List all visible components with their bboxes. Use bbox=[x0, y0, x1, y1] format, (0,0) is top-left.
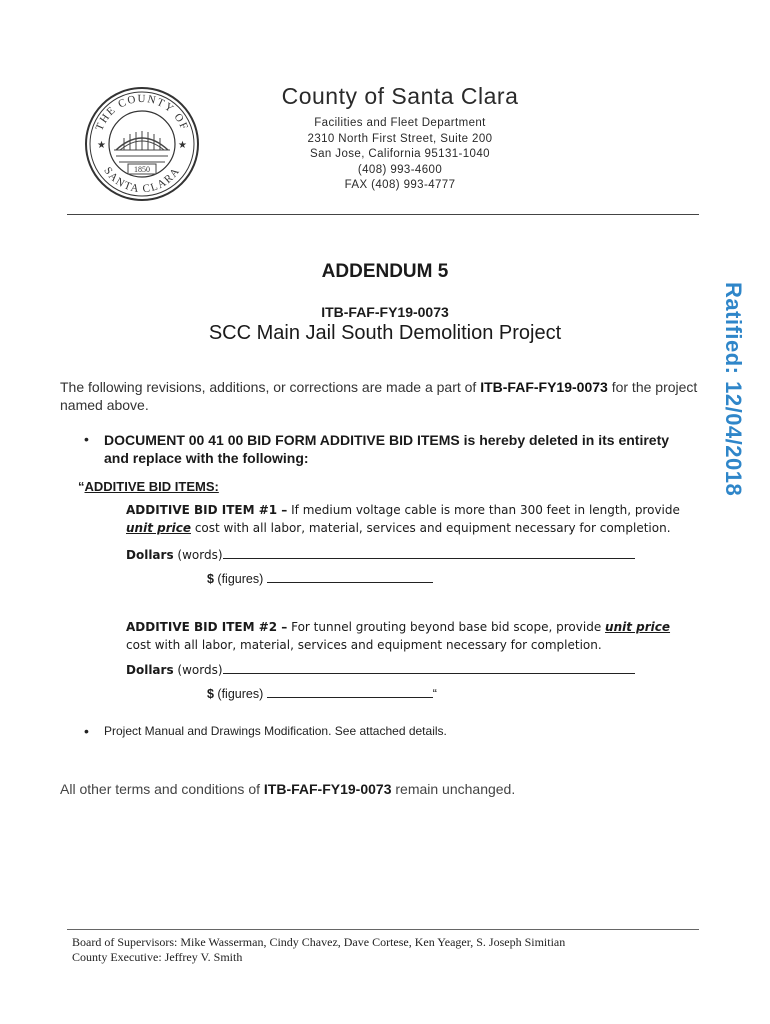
item-2-figures bbox=[207, 685, 437, 701]
item-2-dollar-sign: $ bbox=[207, 687, 214, 701]
item-2-label: ADDITIVE BID ITEM #2 – bbox=[126, 620, 288, 634]
item-1-figures bbox=[207, 570, 433, 586]
closing-text-post: remain unchanged. bbox=[391, 781, 516, 797]
item-1-words-label: (words) bbox=[173, 548, 223, 562]
address-line-1: 2310 North First Street, Suite 200 bbox=[307, 132, 493, 145]
open-quote: “ bbox=[78, 479, 85, 494]
item-1-figures-label: (figures) bbox=[213, 572, 267, 586]
ratified-stamp-text: Ratified: 12/04/2018 bbox=[721, 282, 746, 497]
additive-bid-items-heading bbox=[78, 479, 219, 494]
item-2-words-blank[interactable] bbox=[223, 661, 635, 674]
phone-number: (408) 993-4600 bbox=[357, 163, 443, 176]
item-1-label: ADDITIVE BID ITEM #1 – bbox=[126, 503, 288, 517]
department-name: Facilities and Fleet Department bbox=[314, 117, 486, 129]
item-2-text-b: cost with all labor, material, services and equipment necessary for completion. bbox=[126, 637, 602, 652]
footer bbox=[72, 935, 565, 965]
closing-paragraph bbox=[60, 781, 515, 797]
svg-text:★: ★ bbox=[178, 140, 187, 151]
intro-paragraph bbox=[60, 378, 700, 414]
item-2-text-a: For tunnel grouting beyond base bid scope, provide bbox=[287, 620, 606, 634]
svg-text:THE COUNTY OF: THE COUNTY OF bbox=[93, 92, 191, 133]
additive-bid-item-1 bbox=[126, 502, 696, 537]
item-1-unit-price: unit price bbox=[126, 520, 191, 535]
item-1-text-a: If medium voltage cable is more than 300 feet in length, provide bbox=[287, 503, 680, 517]
ratified-stamp bbox=[722, 282, 746, 498]
project-name: SCC Main Jail South Demolition Project bbox=[208, 322, 562, 344]
svg-text:1850: 1850 bbox=[134, 165, 150, 174]
closing-text-pre: All other terms and conditions of bbox=[60, 781, 264, 797]
item-2-figures-blank[interactable] bbox=[267, 685, 433, 698]
item-2-dollars-words bbox=[126, 661, 635, 677]
item-2-dollars-label: Dollars bbox=[126, 663, 174, 677]
board-of-supervisors: Board of Supervisors: Mike Wasserman, Cindy Chavez, Dave Cortese, Ken Yeager, S. Joseph Simitian bbox=[72, 935, 566, 949]
header-divider bbox=[67, 214, 699, 215]
intro-text-post: for the project named above. bbox=[60, 379, 698, 413]
fax-number: FAX (408) 993-4777 bbox=[344, 179, 456, 191]
close-quote: “ bbox=[432, 687, 437, 701]
bullet-2-text: Project Manual and Drawings Modification. See attached details. bbox=[104, 724, 447, 738]
letterhead bbox=[210, 82, 590, 194]
item-1-dollar-sign: $ bbox=[207, 572, 214, 586]
item-1-dollars-label: Dollars bbox=[126, 548, 174, 562]
additive-heading-text: ADDITIVE BID ITEMS: bbox=[84, 479, 219, 494]
svg-text:SANTA CLARA: SANTA CLARA bbox=[101, 164, 183, 196]
item-1-dollars-words bbox=[126, 546, 635, 562]
bullet-2-marker: • bbox=[84, 723, 89, 739]
item-2-unit-price: unit price bbox=[605, 620, 671, 634]
intro-itb-number: ITB-FAF-FY19-0073 bbox=[480, 379, 608, 395]
intro-text-pre: The following revisions, additions, or corrections are made a part of bbox=[60, 379, 481, 395]
closing-itb-number: ITB-FAF-FY19-0073 bbox=[263, 781, 392, 797]
footer-divider bbox=[67, 929, 699, 930]
bullet-1-marker: • bbox=[84, 431, 89, 447]
county-title: County of Santa Clara bbox=[281, 83, 519, 109]
addendum-title: ADDENDUM 5 bbox=[321, 261, 449, 282]
address-line-2: San Jose, California 95131-1040 bbox=[310, 148, 490, 160]
bullet-1-text: DOCUMENT 00 41 00 BID FORM ADDITIVE BID ITEMS is hereby deleted in its entirety and replace with the following: bbox=[104, 432, 670, 466]
itb-number: ITB-FAF-FY19-0073 bbox=[321, 304, 449, 320]
item-1-figures-blank[interactable] bbox=[267, 570, 433, 583]
county-executive: County Executive: Jeffrey V. Smith bbox=[72, 950, 243, 964]
item-1-words-blank[interactable] bbox=[223, 546, 635, 559]
county-seal-logo bbox=[84, 86, 200, 202]
svg-text:★: ★ bbox=[97, 140, 106, 151]
item-1-text-b: cost with all labor, material, services and equipment necessary for completion. bbox=[191, 520, 671, 535]
additive-bid-item-2 bbox=[126, 619, 696, 654]
item-2-figures-label: (figures) bbox=[213, 687, 267, 701]
item-2-words-label: (words) bbox=[173, 663, 223, 677]
